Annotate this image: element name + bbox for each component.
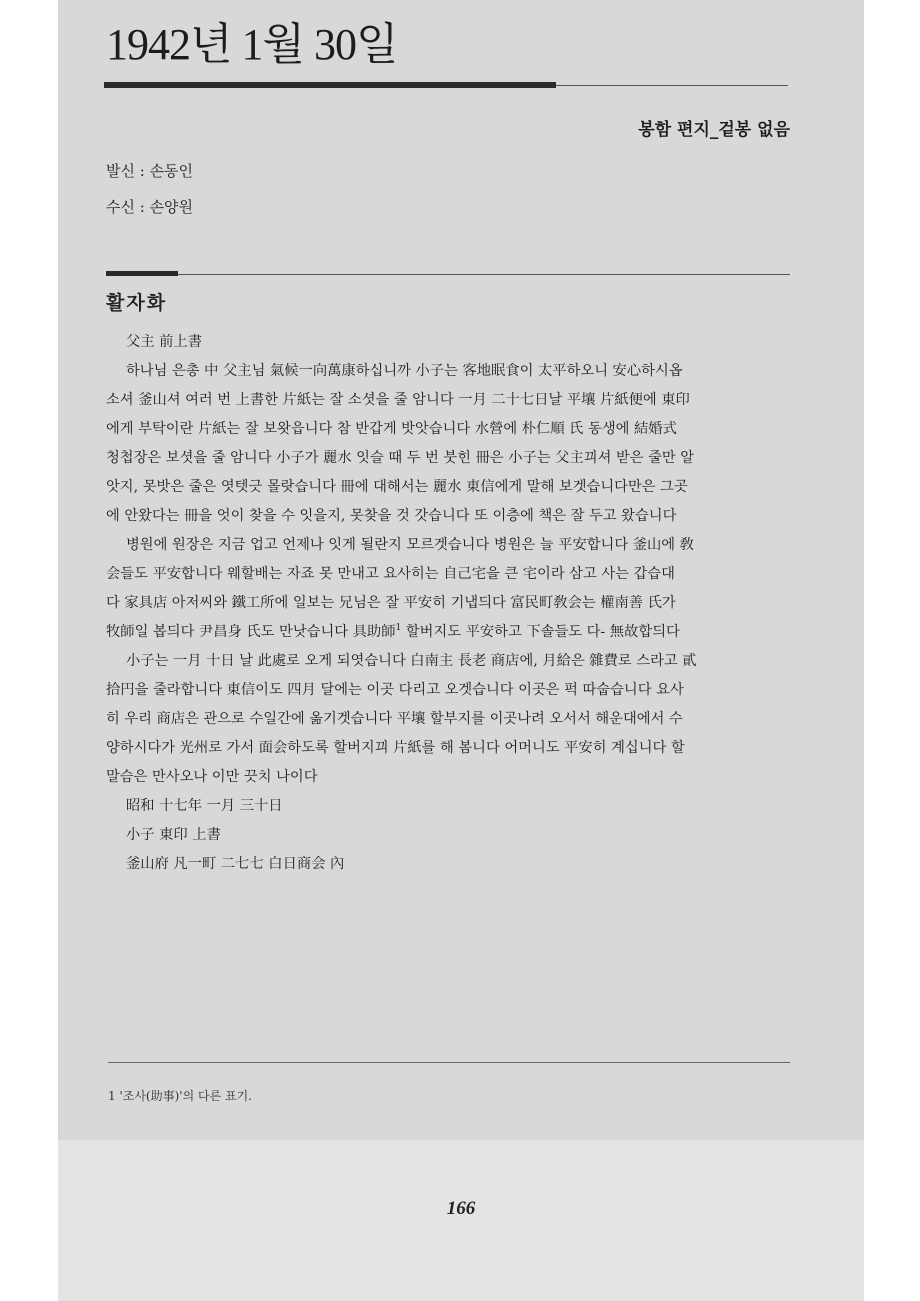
sender-line: 발신 : 손동인 xyxy=(106,162,194,180)
letter-line: 에 안왔다는 冊을 엇이 찾을 수 잇을지, 못찾을 것 갓습니다 또 이층에 책은 잘 두고 왔습니다 xyxy=(106,508,677,524)
letter-salutation: 父主 前上書 xyxy=(126,334,203,350)
section-rule-thick xyxy=(106,271,178,276)
letter-line: 히 우리 商店은 관으로 수일간에 옮기겟습니다 平壤 할부지를 이곳나려 오서서 해운대에서 수 xyxy=(106,711,683,727)
letter-text: 할버지도 平安하고 下솔들도 다- 無故합듸다 xyxy=(401,624,680,640)
page-bottom-area xyxy=(58,1140,864,1301)
letter-line: 拾円을 줄라합니다 東信이도 四月 달에는 이곳 다리고 오겟습니다 이곳은 퍽 따숩습니다 요사 xyxy=(106,682,684,698)
section-rule-thin xyxy=(178,274,790,275)
letter-line: 양하시다가 光州로 가서 面会하도록 할버지끠 片紙를 해 봄니다 어머니도 平安히 계십니다 할 xyxy=(106,740,685,756)
receiver-line: 수신 : 손양원 xyxy=(106,198,194,216)
letter-address: 釜山府 凡一町 二七七 白日商会 內 xyxy=(126,856,345,872)
title-rule-thick xyxy=(104,82,556,88)
letter-line: 에게 부탁이란 片紙는 잘 보왓읍니다 참 반갑게 밧앗습니다 水營에 朴仁順 氏 동생에 結婚式 xyxy=(106,421,677,437)
letter-signature: 小子 東印 上書 xyxy=(126,827,221,843)
footnote: 1 '조사(助事)'의 다른 표기. xyxy=(108,1089,252,1103)
letter-line: 앗지, 못밧은 줄은 엿텟긋 몰랏습니다 冊에 대해서는 麗水 東信에게 말해 보겟습니다만은 그곳 xyxy=(106,479,688,495)
title-rule-thin xyxy=(556,85,788,86)
letter-line: 소셔 釜山셔 여러 번 上書한 片紙는 잘 소셧을 줄 암니다 一月 二十七日날 平壤 片紙便에 東印 xyxy=(106,392,690,408)
footnote-rule xyxy=(108,1062,790,1063)
letter-line: 청첩장은 보셧을 줄 암니다 小子가 麗水 잇슬 때 두 번 붓힌 冊은 小子는 父主끠셔 받은 줄만 알 xyxy=(106,450,695,466)
letter-text: 牧師일 봅듸다 尹昌身 氏도 만낫습니다 具助師 xyxy=(106,624,396,640)
letter-line: 하나님 은총 中 父主님 氣候一向萬康하십니까 小子는 客地眠食이 太平하오니 安心하시옵 xyxy=(126,363,683,379)
letter-line: 会들도 平安합니다 웨할배는 자죠 못 만내고 요사히는 自己宅을 큰 宅이라 삼고 사는 갑습대 xyxy=(106,566,675,582)
page-title: 1942년 1월 30일 xyxy=(106,20,398,69)
letter-type-subtitle: 봉함 편지_겉봉 없음 xyxy=(638,120,790,140)
letter-line-with-footnote xyxy=(106,618,792,647)
book-page xyxy=(58,0,864,1301)
footnote-marker: 1 xyxy=(395,623,402,634)
letter-line: 다 家具店 아저씨와 鐵工所에 일보는 兄님은 잘 平安히 기냅듸다 富民町敎会는 權南善 氏가 xyxy=(106,595,676,611)
letter-line: 말슴은 만사오나 이만 끗치 나이다 xyxy=(106,769,318,785)
letter-body xyxy=(106,328,792,879)
letter-line: 小子는 一月 十日 날 此處로 오게 되엿습니다 白南主 長老 商店에, 月給은 雜費로 스라고 貳 xyxy=(126,653,697,669)
letter-date: 昭和 十七年 一月 三十日 xyxy=(126,798,283,814)
section-heading: 활자화 xyxy=(106,292,168,314)
letter-line: 병원에 원장은 지금 업고 언제나 잇게 될란지 모르겟습니다 병원은 늘 平安합니다 釜山에 敎 xyxy=(126,537,694,553)
page-number: 166 xyxy=(446,1198,476,1219)
